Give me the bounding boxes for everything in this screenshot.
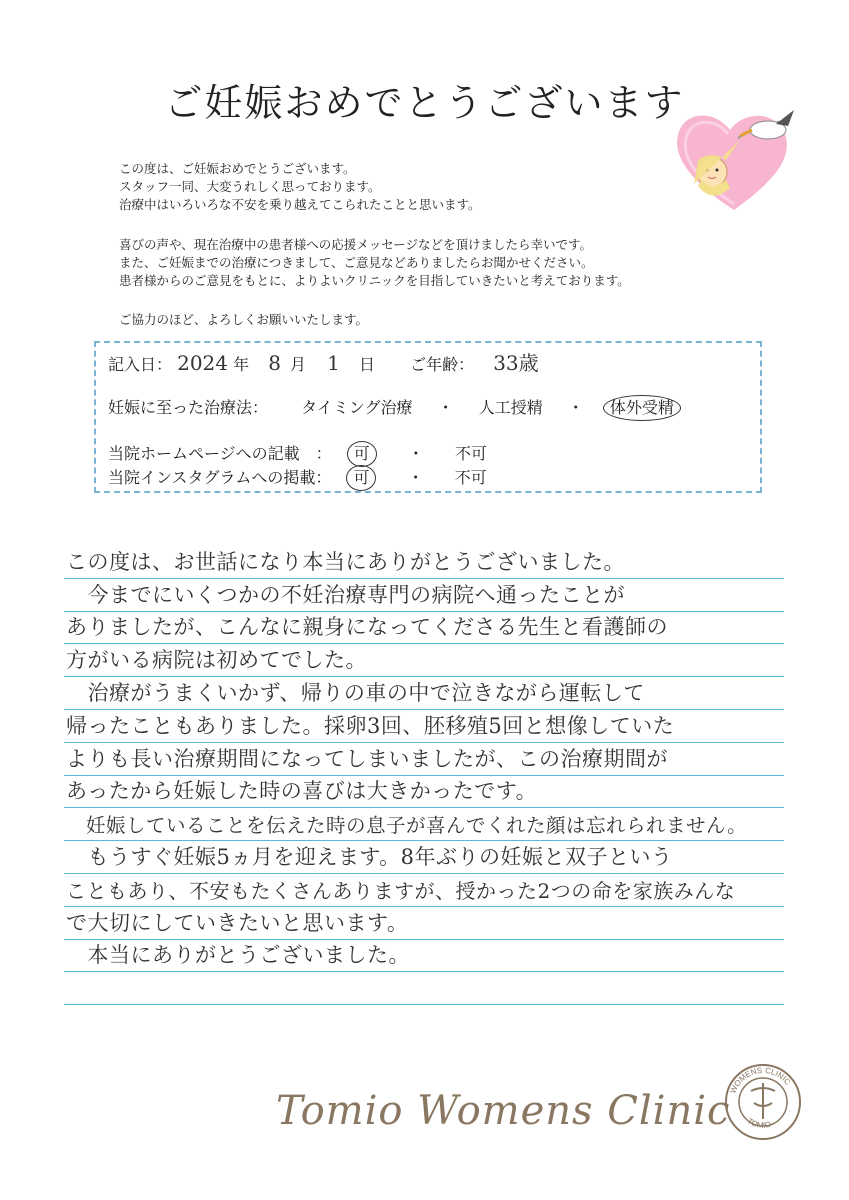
- letter-line-text: あったから妊娠した時の喜びは大きかったです。: [66, 779, 538, 804]
- treatment-option-timing[interactable]: タイミング治療: [301, 398, 413, 417]
- letter-line-text: 妊娠していることを伝えた時の息子が喜んでくれた顔は忘れられません。: [66, 814, 748, 838]
- letter-line: [64, 808, 784, 841]
- letter-line: [64, 612, 784, 645]
- separator: ・: [407, 468, 424, 487]
- month-unit: 月: [290, 355, 307, 374]
- age-label: ご年齢：: [410, 355, 475, 374]
- intro-paragraph-2: [119, 236, 630, 290]
- letter-line-text: 方がいる病院は初めてでした。: [66, 648, 367, 673]
- letter-line: [64, 972, 784, 1005]
- letter-line-text: 本当にありがとうございました。: [66, 943, 410, 968]
- letter-line: [64, 776, 784, 809]
- separator: ・: [567, 398, 584, 417]
- letter-line-text: 今までにいくつかの不妊治療専門の病院へ通ったことが: [66, 582, 625, 607]
- homepage-label: 当院ホームページへの記載 ：: [108, 444, 332, 463]
- treatment-option-ivf-selected[interactable]: 体外受精: [603, 395, 681, 421]
- clinic-name-logotype: Tomio Womens Clinic: [276, 1088, 731, 1134]
- instagram-option-yes-selected[interactable]: 可: [346, 465, 376, 491]
- intro-line: 喜びの声や、現在治療中の患者様への応援メッセージなどを頂けましたら幸いです。: [119, 237, 593, 252]
- letter-line: [64, 644, 784, 677]
- letter-line-text: 帰ったこともありました。採卵3回、胚移殖5回と想像していた: [66, 713, 675, 738]
- date-day[interactable]: 1: [327, 351, 340, 375]
- letter-line: [64, 743, 784, 776]
- clinic-seal-logo: [724, 1063, 802, 1141]
- page-title: ご妊娠おめでとうございます: [164, 81, 685, 125]
- intro-paragraph-1: [119, 160, 481, 214]
- treatment-option-iui[interactable]: 人工授精: [478, 398, 543, 417]
- letter-line: [64, 841, 784, 874]
- letter-line: [64, 579, 784, 612]
- homepage-option-yes-selected[interactable]: 可: [347, 441, 377, 467]
- separator: ・: [407, 444, 424, 463]
- letter-line-text: こともあり、不安もたくさんありますが、授かった2つの命を家族みんな: [66, 878, 736, 903]
- intro-line: 患者様からのご意見をもとに、よりよいクリニックを目指していきたいと考えております。: [119, 273, 630, 288]
- svg-text:WOMENS CLINIC: WOMENS CLINIC: [728, 1065, 793, 1095]
- letter-line-text: もうすぐ妊娠5ヵ月を迎えます。8年ぶりの妊娠と双子という: [66, 844, 673, 869]
- date-year[interactable]: 2024: [177, 351, 229, 375]
- letter-line-text: で大切にしていきたいと思います。: [66, 910, 409, 935]
- instagram-consent-row: [108, 465, 487, 491]
- date-month[interactable]: 8: [268, 351, 281, 375]
- homepage-option-no[interactable]: 不可: [455, 444, 488, 463]
- intro-line: また、ご妊娠までの治療につきまして、ご意見などありましたらお聞かせください。: [119, 255, 594, 270]
- letter-line: [64, 940, 784, 973]
- letter-line: [64, 677, 784, 710]
- treatment-row: [108, 395, 681, 421]
- letter-line: [64, 710, 784, 743]
- year-unit: 年: [233, 355, 250, 374]
- age-value[interactable]: 33歳: [493, 351, 539, 375]
- stork-baby-heart-illustration: [668, 100, 800, 218]
- homepage-consent-row: [108, 441, 487, 467]
- letter-line-text: よりも長い治療期間になってしまいましたが、この治療期間が: [66, 746, 668, 771]
- letter-line-text: この度は、お世話になり本当にありがとうございました。: [66, 549, 625, 574]
- intro-line: スタッフ一同、大変うれしく思っております。: [119, 179, 381, 194]
- treatment-label: 妊娠に至った治療法：: [108, 398, 269, 417]
- separator: ・: [437, 398, 454, 417]
- day-unit: 日: [358, 355, 375, 374]
- letter-line-text: ありましたが、こんなに親身になってくださる先生と看護師の: [66, 615, 668, 640]
- intro-closing: ご協力のほど、よろしくお願いいたします。: [119, 312, 369, 327]
- letter-line-text: 治療がうまくいかず、帰りの車の中で泣きながら運転して: [66, 680, 645, 705]
- instagram-label: 当院インスタグラムへの掲載：: [108, 468, 332, 487]
- letter-line: [64, 874, 784, 907]
- date-label: 記入日：: [108, 355, 173, 374]
- instagram-option-no[interactable]: 不可: [454, 468, 487, 487]
- intro-line: この度は、ご妊娠おめでとうございます。: [119, 161, 356, 176]
- letter-line: [64, 546, 784, 579]
- questionnaire-form: [94, 341, 762, 493]
- svg-text:TOMIO: TOMIO: [745, 1116, 772, 1131]
- date-age-row: [108, 347, 539, 376]
- intro-line: 治療中はいろいろな不安を乗り越えてこられたことと思います。: [119, 197, 481, 212]
- letter-line: [64, 907, 784, 940]
- handwritten-letter: [64, 546, 784, 1005]
